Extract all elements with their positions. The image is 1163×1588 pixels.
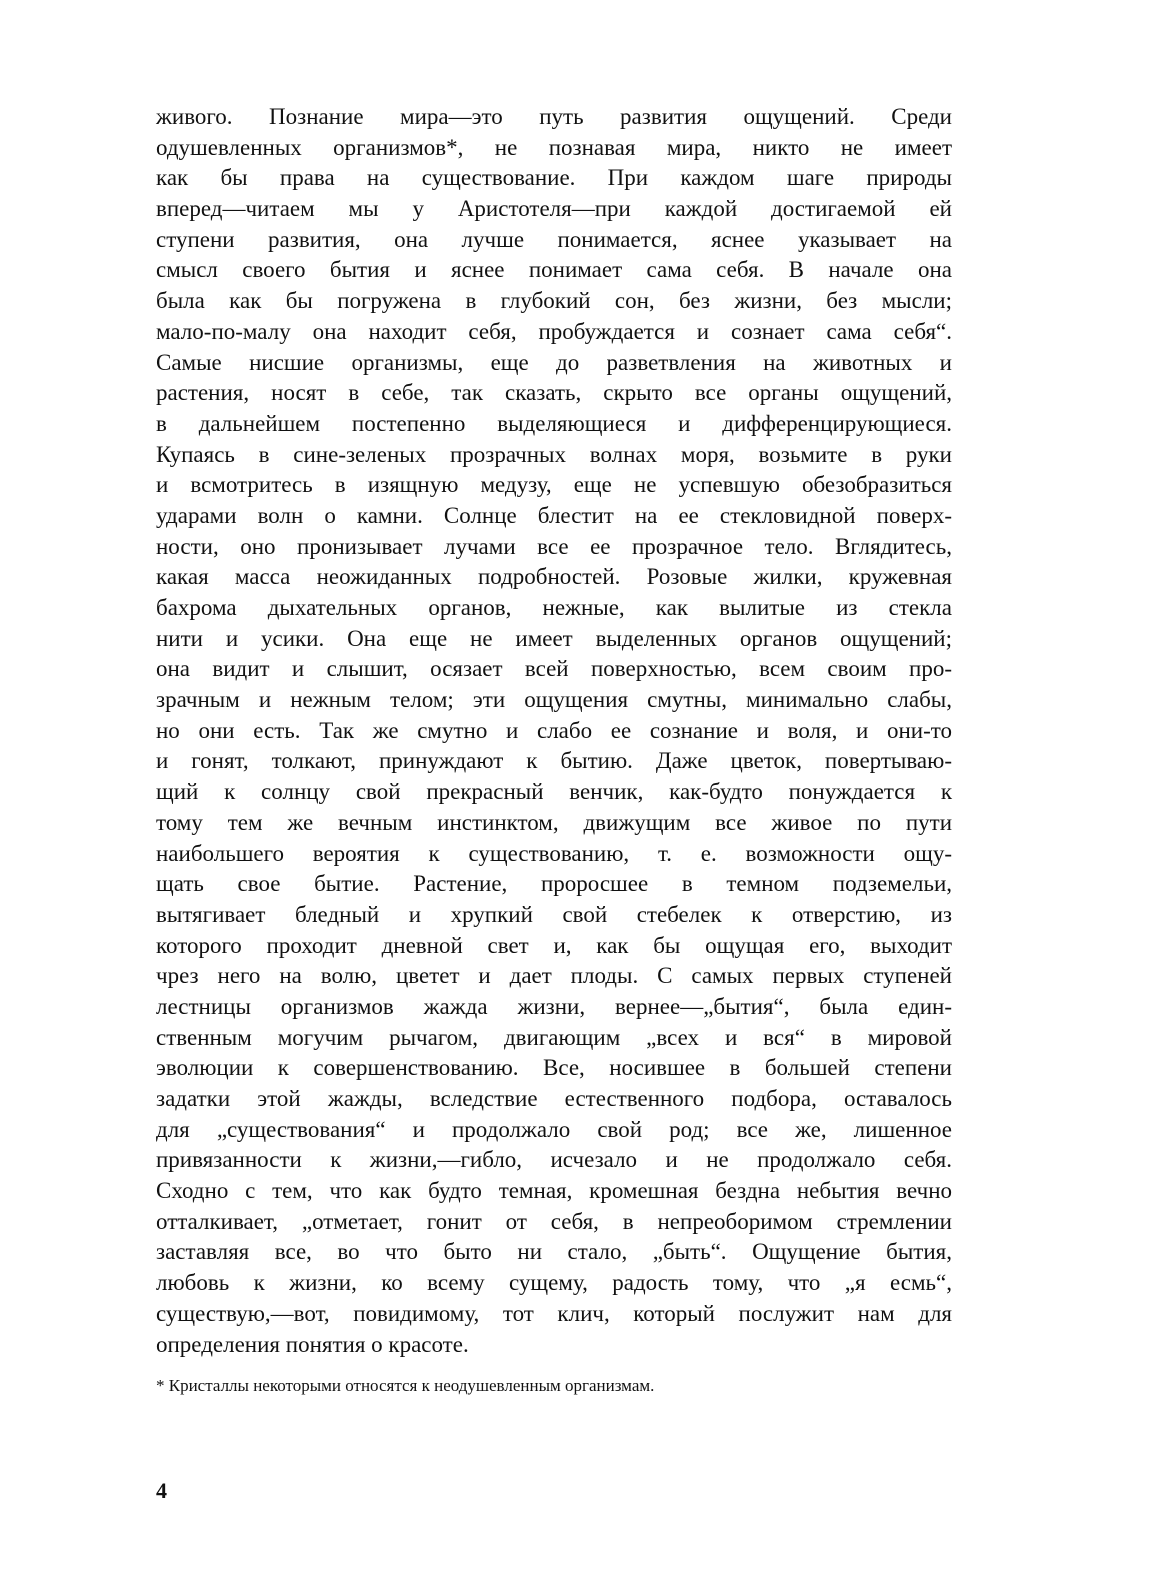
text-line: одушевленных организмов*, не познавая мира, никто не имеет [156,134,952,160]
text-line: вытягивает бледный и хрупкий свой стебелек к отверстию, из [156,901,952,927]
text-line: щать свое бытие. Растение, проросшее в темном подземельи, [156,871,952,897]
text-line: мало-по-малу она находит себя, пробуждается и сознает сама себя“. [156,318,952,344]
text-line: лестницы организмов жажда жизни, вернее—„бытия“, была един- [156,993,952,1019]
text-line: тому тем же вечным инстинктом, движущим все живое по пути [156,809,952,835]
text-line: ступени развития, она лучше понимается, яснее указывает на [156,226,952,252]
text-line: была как бы погружена в глубокий сон, без жизни, без мысли; [156,288,952,314]
text-line: и всмотритесь в изящную медузу, еще не успевшую обезобразиться [156,472,952,498]
text-line: нити и усики. Она еще не имеет выделенных органов ощущений; [156,625,952,651]
text-line: как бы права на существование. При каждом шаге природы [156,165,952,191]
text-line: смысл своего бытия и яснее понимает сама себя. В начале она [156,257,952,283]
text-line: существую,—вот, повидимому, тот клич, который послужит нам для [156,1300,952,1326]
text-line: и гонят, толкают, принуждают к бытию. Даже цветок, повертываю- [156,748,952,774]
text-line: любовь к жизни, ко всему сущему, радость тому, что „я есмь“, [156,1270,952,1296]
text-line: наибольшего вероятия к существованию, т. е. возможности ощу- [156,840,952,866]
page-number: 4 [156,1478,167,1503]
text-line: она видит и слышит, осязает всей поверхностью, всем своим про- [156,656,952,682]
text-line: Самые нисшие организмы, еще до разветвления на животных и [156,349,952,375]
text-line: Сходно с тем, что как будто темная, кромешная бездна небытия вечно [156,1178,952,1204]
footnote: * Кристаллы некоторыми относятся к неодушевленным организмам. [156,1376,655,1395]
text-line: Купаясь в сине-зеленых прозрачных волнах моря, возьмите в руки [156,441,952,467]
text-line: ударами волн о камни. Солнце блестит на ее стекловидной поверх- [156,502,952,528]
text-line: ственным могучим рычагом, двигающим „всех и вся“ в мировой [156,1024,952,1050]
text-line: но они есть. Так же смутно и слабо ее сознание и воля, и они-то [156,717,952,743]
text-line: отталкивает, „отметает, гонит от себя, в непреоборимом стремлении [156,1208,952,1234]
text-line: зрачным и нежным телом; эти ощущения смутны, минимально слабы, [156,687,952,713]
text-line: живого. Познание мира—это путь развития ощущений. Среди [156,104,952,129]
text-line: чрез него на волю, цветет и дает плоды. С самых первых ступеней [156,963,952,989]
text-line: щий к солнцу свой прекрасный венчик, как-будто понуждается к [156,779,952,805]
text-line: в дальнейшем постепенно выделяющиеся и дифференцирующиеся. [156,410,952,436]
text-line: растения, носят в себе, так сказать, скрыто все органы ощущений, [156,380,952,406]
text-line: вперед—читаем мы у Аристотеля—при каждой достигаемой ей [156,196,952,222]
text-line: ности, оно пронизывает лучами все ее прозрачное тело. Вглядитесь, [156,533,952,559]
text-line: задатки этой жажды, вследствие естественного подбора, оставалось [156,1086,952,1111]
text-line: определения понятия о красоте. [156,1331,469,1357]
text-line: привязанности к жизни,—гибло, исчезало и не продолжало себя. [156,1147,952,1173]
text-line: заставляя все, во что быто ни стало, „быть“. Ощущение бытия, [156,1239,952,1265]
text-line: эволюции к совершенствованию. Все, носившее в большей степени [156,1055,952,1081]
text-line: для „существования“ и продолжало свой род; все же, лишенное [156,1116,952,1142]
body-text [156,102,952,1360]
text-line: которого проходит дневной свет и, как бы ощущая его, выходит [156,932,952,958]
text-line: какая масса неожиданных подробностей. Розовые жилки, кружевная [156,564,952,590]
text-line: бахрома дыхательных органов, нежные, как вылитые из стекла [156,595,952,620]
